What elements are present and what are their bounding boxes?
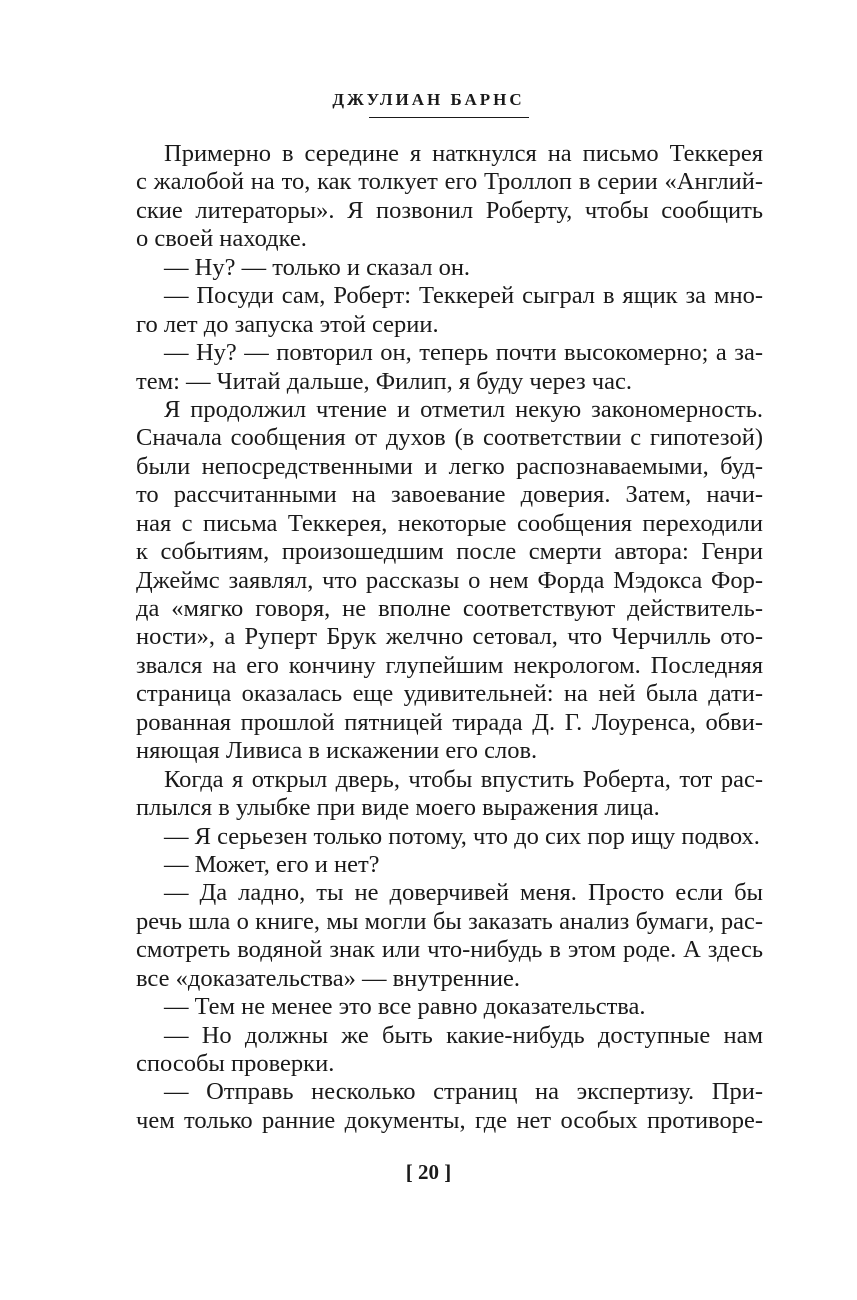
- text-line: — Но должны же быть какие-нибудь доступные нам: [164, 1021, 763, 1049]
- text-line: — Тем не менее это все равно доказательства.: [164, 993, 646, 1021]
- text-line: были непосредственными и легко распознаваемыми, буд-: [136, 452, 763, 480]
- text-line: да «мягко говоря, не вполне соответствуют действитель-: [136, 595, 763, 622]
- text-line: Сначала сообщения от духов (в соответствии с гипотезой): [136, 424, 763, 452]
- body-text: [136, 140, 763, 1135]
- text-line: Я продолжил чтение и отметил некую закономерность.: [164, 395, 763, 423]
- header-rule: [369, 117, 529, 118]
- text-line: к событиям, произошедшим после смерти автора: Генри: [136, 538, 763, 566]
- text-line: — Отправь несколько страниц на экспертизу. При-: [164, 1078, 763, 1106]
- text-line: ная с письма Теккерея, некоторые сообщения переходили: [136, 509, 763, 537]
- text-line: то рассчитанными на завоевание доверия. Затем, начи-: [136, 481, 763, 509]
- text-line: смотреть водяной знак или что-нибудь в этом роде. А здесь: [136, 936, 763, 964]
- text-line: страница оказалась еще удивительней: на ней была дати-: [136, 680, 763, 708]
- text-line: Примерно в середине я наткнулся на письмо Теккерея: [164, 140, 763, 167]
- text-line: тем: — Читай дальше, Филип, я буду через час.: [136, 367, 632, 395]
- text-line: о своей находке.: [136, 225, 307, 253]
- text-line: с жалобой на то, как толкует его Троллоп в серии «Англий-: [136, 168, 763, 196]
- text-line: ские литераторы». Я позвонил Роберту, чтобы сообщить: [136, 196, 763, 224]
- text-line: го лет до запуска этой серии.: [136, 310, 439, 338]
- text-line: Джеймс заявлял, что рассказы о нем Форда Мэдокса Фор-: [136, 566, 763, 594]
- text-line: все «доказательства» — внутренние.: [136, 964, 520, 992]
- text-line: звался на его кончину глупейшим некрологом. Последняя: [136, 651, 763, 679]
- text-line: Когда я открыл дверь, чтобы впустить Роберта, тот рас-: [164, 765, 763, 793]
- text-line: — Я серьезен только потому, что до сих пор ищу подвох.: [164, 822, 760, 850]
- text-line: чем только ранние документы, где нет особых противоре-: [136, 1106, 763, 1134]
- text-line: речь шла о книге, мы могли бы заказать анализ бумаги, рас-: [136, 907, 763, 935]
- text-line: — Ну? — повторил он, теперь почти высокомерно; а за-: [164, 339, 763, 367]
- text-line: — Посуди сам, Роберт: Теккерей сыграл в ящик за мно-: [164, 282, 763, 310]
- text-line: — Ну? — только и сказал он.: [164, 253, 471, 281]
- text-line: плылся в улыбке при виде моего выражения лица.: [136, 794, 660, 822]
- text-line: ности», а Руперт Брук желчно сетовал, что Черчилль ото-: [136, 623, 763, 651]
- text-line: рованная прошлой пятницей тирада Д. Г. Лоуренса, обви-: [136, 708, 763, 736]
- text-line: — Да ладно, ты не доверчивей меня. Просто если бы: [164, 879, 763, 907]
- text-line: способы проверки.: [136, 1050, 335, 1077]
- page-number: [ 20 ]: [405, 1160, 452, 1184]
- running-header-author: ДЖУЛИАН БАРНС: [332, 90, 525, 109]
- text-line: — Может, его и нет?: [164, 850, 380, 878]
- text-line: няющая Ливиса в искажении его слов.: [136, 737, 538, 765]
